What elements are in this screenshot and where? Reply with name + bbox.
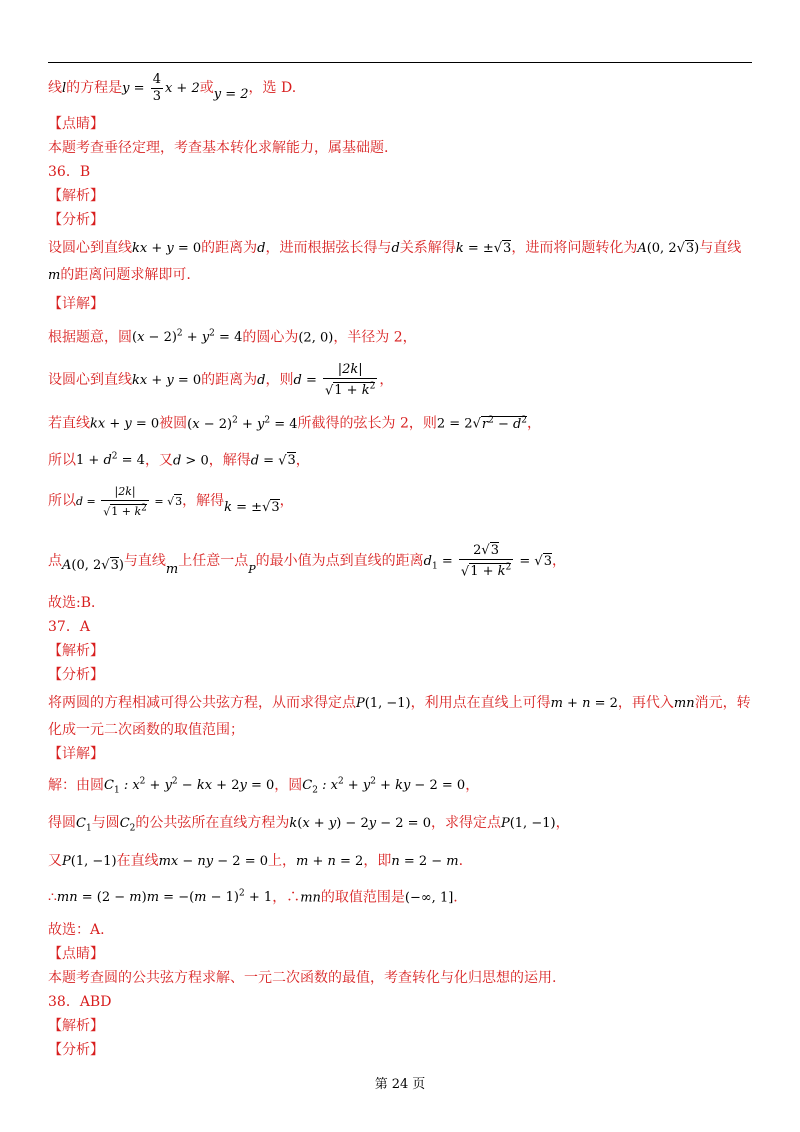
text: 的公共弦所在直线方程为 [135,814,290,831]
heading-jiexi: 【解析】 [48,188,104,204]
text: ， [279,492,294,509]
heading-fenxi-37: 【分析】 [48,666,104,683]
text: 根据题意，圆 [48,329,132,346]
text: 设圆心到直线 [48,240,132,256]
page-number: 24 [391,1077,409,1092]
text: ， [555,814,570,831]
text: 上， [268,852,297,869]
text: 与直线 [699,240,742,256]
text: 得圆 [48,814,76,831]
dianjing-37-text: 本题考查圆的公共弦方程求解、一元二次函数的最值，考查转化与化归思想的运用. [48,969,557,986]
q36-detail-line5: 所以d = $\frac{|2k|}{√1 + k^2}$ = √3，解得k = ±√3， [48,484,294,519]
footer-suffix: 页 [412,1077,426,1092]
heading-jiexi-38: 【解析】 [48,1017,104,1034]
text: 的距离问题求解即可. [60,267,191,283]
text: 的距离为 [201,372,258,389]
text: ，选 D. [248,80,297,96]
text: ，再代入 [617,694,674,711]
text: 的取值范围是 [320,888,405,905]
q36-detail-line4: 所以$1 + d^2 = 4$，又d > 0，解得d = √3， [48,451,310,468]
text: 关系解得 [399,240,456,256]
q37-detail-line2: 得圆$C_1$与圆$C_2$的公共弦所在直线方程为k(x + y) − 2y − 2 = 0，求得定点P(1, −1)， [48,814,570,834]
text: ，利用点在直线上可得 [410,694,551,711]
q36-analysis-line2: m的距离问题求解即可. [48,267,191,283]
text: ，求得定点 [430,814,501,831]
q36-detail-line6: 点A(0, 2√3)与直线m上任意一点$_P$的最小值为点到直线的距离$d_1$ = $\frac{2√3}{√1 + k^2}$ = √3， [48,542,566,580]
text: ，解得 [208,451,251,468]
text: . [458,852,464,869]
text: 又 [48,852,62,869]
text: 的圆心为 [242,329,299,346]
text: 解：由圆 [48,777,104,794]
text: 被圆 [159,415,188,432]
footer-prefix: 第 [374,1077,388,1092]
q37-detail-line1: 解：由圆$C_1$ : $x^2 + y^2$ − kx + 2y = 0，圆$C_2$ : $x^2 + y^2$ + ky − 2 = 0， [48,776,480,796]
text: 的方程是 [66,80,123,96]
text: ， [465,777,480,794]
text: ，进而将问题转化为 [511,240,638,256]
text: 消元，转 [694,694,751,711]
text: 设圆心到直线 [48,372,132,389]
text: . [453,888,458,905]
text: 将两圆的方程相减可得公共弦方程，从而求得定点 [48,694,356,711]
text: ，半径为 2， [333,329,417,346]
text: 若直线 [48,415,90,432]
page-content [48,68,752,1058]
text: 的距离为 [201,240,258,256]
heading-dianjing-37: 【点睛】 [48,945,104,962]
text: ，解得 [182,492,225,509]
text: 上任意一点 [178,552,249,569]
text: 的最小值为点到直线的距离 [255,552,424,569]
text: 与圆 [91,814,120,831]
heading-xiangjie: 【详解】 [48,296,104,312]
q37-detail-line3: 又P(1, −1)在直线mx − ny − 2 = 0上，m + n = 2，即n = 2 − m. [48,852,464,869]
answer-36: 故选:B． [48,594,106,611]
text: 点 [48,552,62,569]
text: ， [295,451,310,468]
text: ，则 [265,372,294,389]
q36-analysis-line1: 设圆心到直线kx + y = 0的距离为d，进而根据弦长得与d关系解得k = ±√3，进而将问题转化为A(0, 2√3)与直线 [48,240,742,256]
q36-detail-line3: 若直线kx + y = 0被圆$(x - 2)^2 + y^2 = 4$所截得的弦长为 2，则$2 = 2√r^2 - d^2$， [48,415,542,432]
heading-fenxi: 【分析】 [48,212,104,228]
header-rule [48,62,752,63]
q37-analysis-line2: 化成一元二次函数的取值范围； [48,721,244,738]
text: 或 [199,80,214,96]
text: ， [552,552,566,569]
text: 线 [48,80,62,96]
question-37: 37．A [48,618,90,635]
text: 在直线 [116,852,159,869]
text: ∴ [48,888,57,905]
text: ，即 [363,852,392,869]
text: 所以 [48,451,76,468]
text: ，进而根据弦长得与 [265,240,392,256]
dianjing-text: 本题考查垂径定理，考查基本转化求解能力，属基础题. [48,140,389,156]
q36-detail-line2: 设圆心到直线kx + y = 0的距离为d，则d = $\frac{|2k|}{√1 + k^2}$ ， [48,362,394,399]
heading-jiexi-37: 【解析】 [48,642,104,659]
q36-detail-line1: 根据题意，圆$(x - 2)^2 + y^2 = 4$的圆心为(2, 0)，半径为 2， [48,329,417,346]
heading-fenxi-38: 【分析】 [48,1041,104,1058]
answer-37: 故选：A. [48,921,105,938]
question-36: 36．B [48,164,91,180]
q37-detail-line4: ∴mn = $(2 - m)m = -(m - 1)^2 + 1$，∴mn的取值范围是(−∞, 1]. [48,888,458,905]
heading-dianjing: 【点睛】 [48,116,104,132]
text: 所截得的弦长为 2，则 [297,415,437,432]
line-l-equation: 线l的方程是y = $\frac{4}{3}$ x + 2或y = 2，选 D. [48,72,297,104]
text: 与直线 [123,552,166,569]
heading-xiangjie-37: 【详解】 [48,745,104,762]
question-38: 38．ABD [48,993,112,1010]
page-footer [0,1073,800,1092]
text: ， [527,415,542,432]
text: ，圆 [274,777,303,794]
text: ，又 [144,451,173,468]
text: ， [379,372,394,389]
q37-analysis-line1: 将两圆的方程相减可得公共弦方程，从而求得定点P(1, −1)，利用点在直线上可得m + n = 2，再代入mn消元，转 [48,694,751,711]
text: ，∴ [272,888,301,905]
text: 所以 [48,492,76,509]
